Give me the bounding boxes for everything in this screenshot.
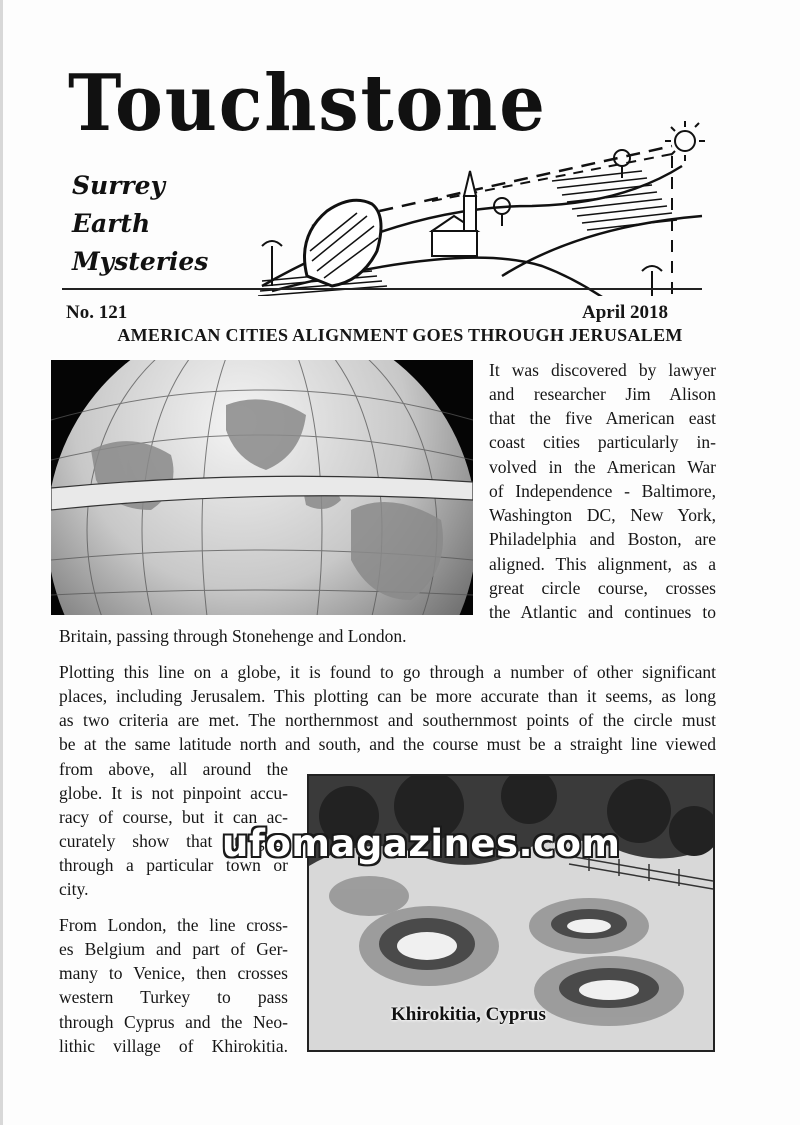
article-line: city. [59, 879, 89, 899]
article-line: It was discovered by lawyer [489, 360, 716, 380]
article-line: racy of course, but it can ac- [59, 807, 288, 827]
masthead-subtitle-earth: Earth [72, 209, 151, 238]
article-line: and researcher Jim Alison [489, 384, 716, 404]
article-line: as two criteria are met. The northernmost and southernmost points of the circle must [59, 710, 716, 730]
article-line: Britain, passing through Stonehenge and London. [59, 626, 407, 646]
article-line: the Atlantic and continues to [489, 602, 716, 622]
article-line: volved in the American War [489, 457, 716, 477]
article-line: that the five American east [489, 408, 716, 428]
masthead [62, 58, 712, 298]
article-line: from above, all around the [59, 759, 288, 779]
article-line: Philadelphia and Boston, are [489, 529, 716, 549]
issue-date: April 2018 [582, 302, 669, 323]
article-line: western Turkey to pass [59, 987, 288, 1007]
issue-number: No. 121 [66, 302, 128, 323]
landscape-illustration [202, 86, 712, 296]
globe-photo [51, 360, 473, 615]
article-line: Washington DC, New York, [489, 505, 716, 525]
article-line: many to Venice, then crosses [59, 963, 288, 983]
article-line: lithic village of Khirokitia. [59, 1036, 288, 1056]
article-line: curately show that it goes [59, 831, 288, 851]
article-headline: AMERICAN CITIES ALIGNMENT GOES THROUGH JERUSALEM [117, 325, 683, 345]
article-line: great circle course, crosses [489, 578, 716, 598]
article-line: places, including Jerusalem. This plotting can be more accurate than it seems, as long [59, 686, 716, 706]
article-line: coast cities particularly in- [489, 432, 716, 452]
masthead-subtitle-mysteries: Mysteries [72, 247, 209, 276]
page-edge [0, 0, 3, 1125]
article-line: globe. It is not pinpoint accu- [59, 783, 288, 803]
article-line: aligned. This alignment, as a [489, 554, 716, 574]
khirokitia-photo [307, 774, 715, 1052]
article-line: Plotting this line on a globe, it is found to go through a number of other significant [59, 662, 716, 682]
photo-caption: Khirokitia, Cyprus [391, 1004, 546, 1025]
masthead-rule [62, 288, 702, 290]
masthead-subtitle-surrey: Surrey [72, 171, 166, 200]
article-line: of Independence - Baltimore, [489, 481, 716, 501]
article-line: From London, the line cross- [59, 915, 288, 935]
watermark: ufomagazines.com [222, 822, 621, 865]
article-line: es Belgium and part of Ger- [59, 939, 288, 959]
article-line: through a particular town or [59, 855, 288, 875]
article-line: through Cyprus and the Neo- [59, 1012, 288, 1032]
article-line: be at the same latitude north and south, and the course must be a straight line viewed [59, 734, 716, 754]
masthead-logo: Touchstone [68, 58, 547, 149]
